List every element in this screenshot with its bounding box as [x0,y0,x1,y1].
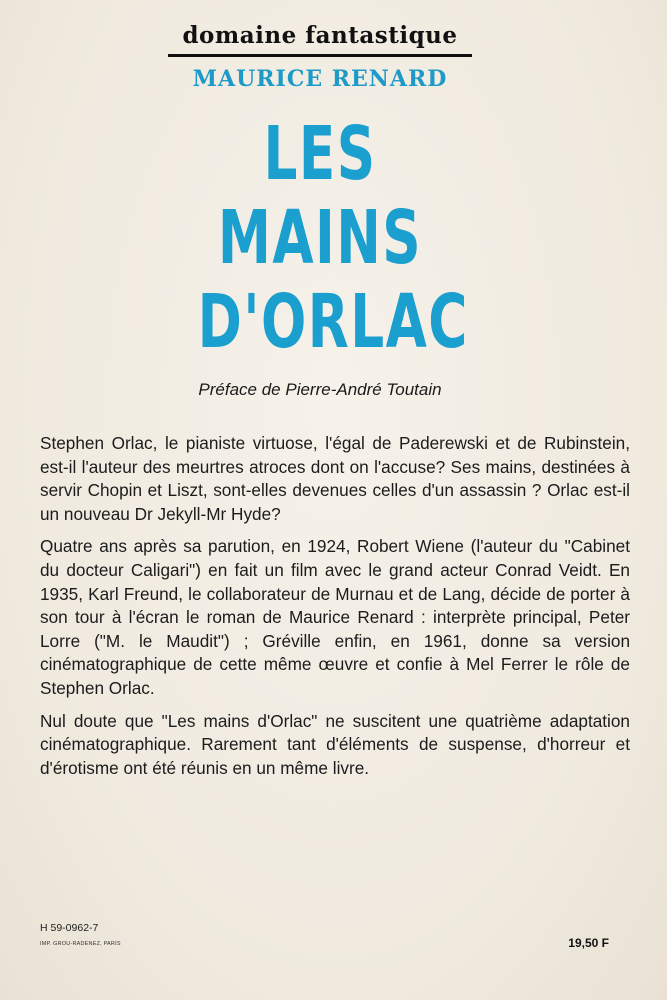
collection-underline [168,54,472,57]
collection-name: domaine fantastique [182,22,458,49]
isbn-code: H 59-0962-7 [40,922,99,934]
price-label: 19,50 F [568,936,609,950]
book-title [197,111,469,365]
title-line-3: D'ORLAC [197,279,469,365]
title-line-1: LES [263,111,377,197]
blurb-paragraph-1: Stephen Orlac, le pianiste virtuose, l'égal de Paderewski et de Rubinstein, est-il l'auteur des meurtres atroces dont on l'accuse? Ses mains, destinées à servir Chopin et Liszt, sont-elles devenues celles d'un assassin ? Orlac est-il un nouveau Dr Jekyll-Mr Hyde? [40,433,630,524]
title-line-2: MAINS [217,195,423,281]
author-name: MAURICE RENARD [192,66,448,92]
blurb-paragraph-2: Quatre ans après sa parution, en 1924, Robert Wiene (l'auteur du "Cabinet du docteur Caligari") en fait un film avec le grand acteur Conrad Veidt. En 1935, Karl Freund, le collaborateur de Murnau et de Lang, décide de porter à son tour à l'écran le roman de Maurice Renard : interprète principal, Peter Lorre ("M. le Maudit") ; Gréville enfin, en 1961, donne sa version cinématographique de cette même œuvre et confie à Mel Ferrer le rôle de Stephen Orlac. [40,536,630,698]
preface-credit: Préface de Pierre-André Toutain [198,380,442,399]
blurb-paragraph-3: Nul doute que "Les mains d'Orlac" ne suscitent une quatrième adaptation cinématographique. Rarement tant d'éléments de suspense, d'horreur et d'érotisme ont été réunis en un même livre. [40,710,630,778]
printer-imprint: IMP. GROU-RADENEZ, PARIS [40,941,121,947]
blurb-text [40,432,630,789]
